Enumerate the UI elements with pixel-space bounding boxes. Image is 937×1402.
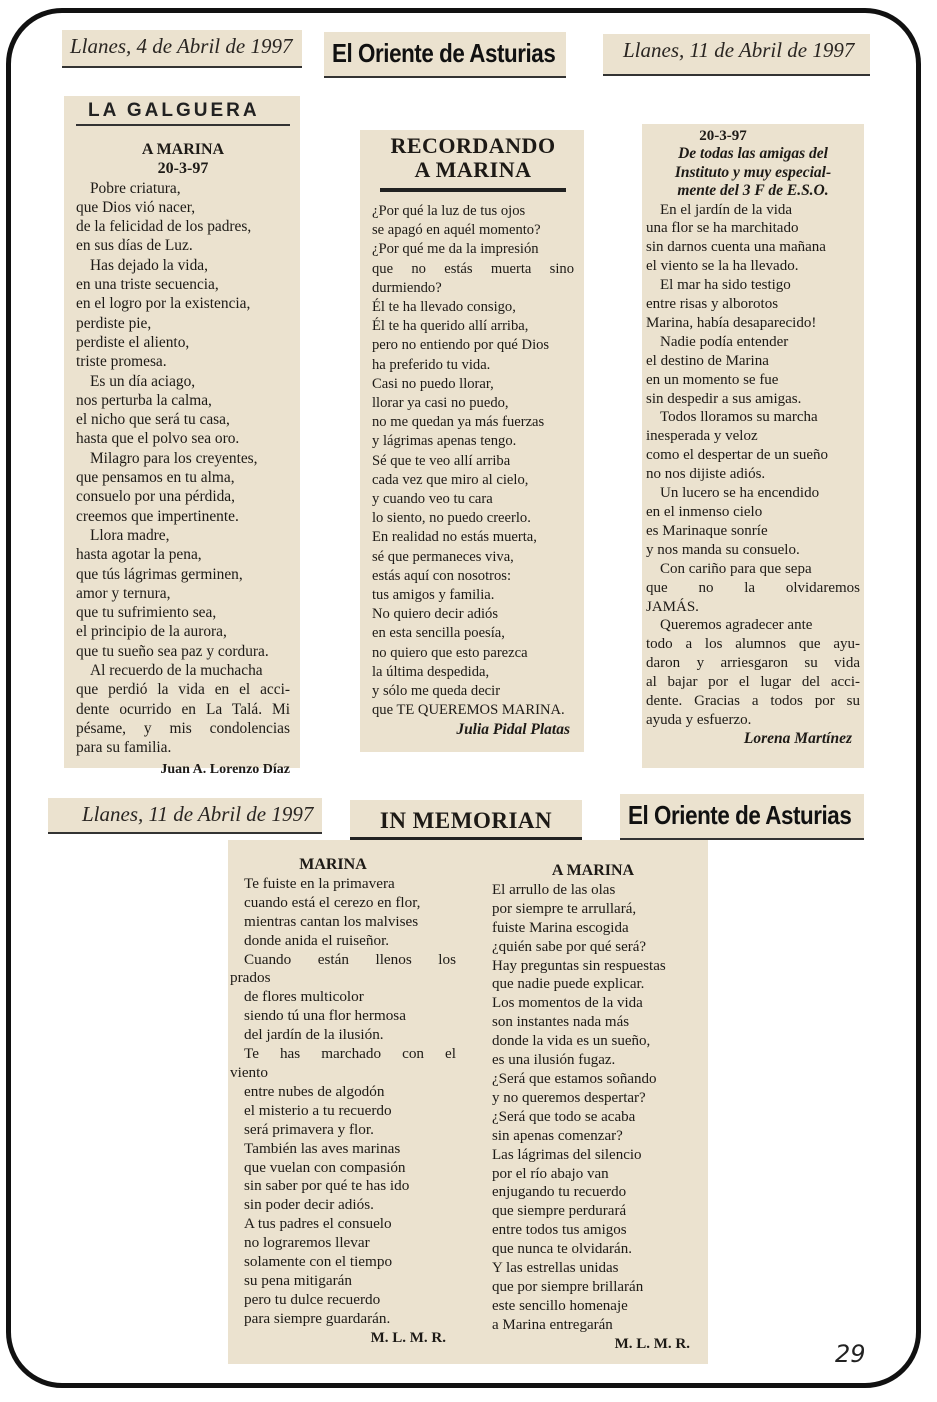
poem-line: en un momento se fue <box>646 371 779 388</box>
poem-line: En el jardín de la vida <box>660 201 793 218</box>
poem-lines <box>230 875 456 1329</box>
poem-line: perdiste el aliento, <box>76 333 190 351</box>
poem-line: Casi no puedo llorar, <box>372 375 494 392</box>
poem-a-marina <box>492 862 700 1354</box>
poem-line: sin darnos cuenta una mañana <box>646 239 826 256</box>
poem-line: amor y ternura, <box>76 584 171 602</box>
poem-line: prados <box>230 969 271 987</box>
signature: Juan A. Lorenzo Díaz <box>160 761 290 777</box>
poem-lines <box>646 201 860 730</box>
poem-line: la última despedida, <box>372 663 490 680</box>
poem-line: No quiero decir adiós <box>372 606 499 623</box>
poem-line: donde la vida es un sueño, <box>492 1033 651 1050</box>
poem-line: Te has marchado con el <box>244 1045 456 1063</box>
poem-line: entre todos tus amigos <box>492 1222 627 1239</box>
poem-line: perdiste pie, <box>76 314 152 332</box>
poem-line: no me quedan ya más fuerzas <box>372 414 545 431</box>
article-date: 20-3-97 <box>699 128 747 144</box>
poem-line: que tús lágrimas germinen, <box>76 565 243 583</box>
poem-line: todo a los alumnos que ayu- <box>646 636 860 653</box>
poem-line: Un lucero se ha encendido <box>660 485 820 502</box>
signature: Julia Pidal Platas <box>456 721 570 739</box>
poem-line: sin apenas comenzar? <box>492 1127 623 1144</box>
dedication-line: Instituto y muy especial- <box>674 163 832 181</box>
title-line-2: A MARINA <box>414 157 532 182</box>
section-heading: LA GALGUERA <box>76 100 290 126</box>
poem-line: y nos manda su consuelo. <box>646 541 800 558</box>
poem-line: El mar ha sido testigo <box>660 277 791 294</box>
clipping-recordando-a-marina <box>360 130 584 752</box>
poem-line: no lograremos llevar <box>244 1234 370 1252</box>
poem-line: del jardín de la ilusión. <box>244 1026 384 1044</box>
date-text: Llanes, 11 de Abril de 1997 <box>82 802 314 826</box>
poem-line: daron y arriesgaron su vida <box>646 655 860 672</box>
title-line-1: RECORDANDO <box>390 133 556 158</box>
poem-line: fuiste Marina escogida <box>492 919 629 936</box>
poem-line: no nos dijiste adiós. <box>646 466 766 483</box>
poem-line: se apagó en aquél momento? <box>372 222 541 239</box>
poem-line: Queremos agradecer ante <box>660 617 813 634</box>
poem-line: el principio de la aurora, <box>76 623 227 641</box>
poem-line: viento <box>230 1063 268 1081</box>
poem-line: en el inmenso cielo <box>646 504 763 520</box>
poem-body <box>372 202 574 740</box>
poem-marina <box>230 856 456 1348</box>
date-clipping-left <box>62 30 302 68</box>
poem-line: que no la olvidaremos <box>646 579 860 596</box>
article-title <box>372 134 574 182</box>
date-clipping-right <box>603 34 870 76</box>
poem-line: que por siempre brillarán <box>492 1278 644 1295</box>
poem-line: el misterio a tu recuerdo <box>244 1101 392 1119</box>
poem-lines <box>492 881 700 1335</box>
poem-line: de flores multicolor <box>244 988 364 1006</box>
poem-line: a Marina entregarán <box>492 1316 613 1333</box>
poem-line: llorar ya casi no puedo, <box>372 395 509 412</box>
poem-line: triste promesa. <box>76 353 167 371</box>
dedication-line: mente del 3 F de E.S.O. <box>677 182 829 199</box>
poem-line: Sé que te veo allí arriba <box>372 452 511 469</box>
poem-line: de la felicidad de los padres, <box>76 218 252 236</box>
poem-line: Es un día aciago, <box>90 372 196 390</box>
poem-line: que vuelan con compasión <box>244 1158 406 1176</box>
poem-line: Al recuerdo de la muchacha <box>90 662 263 680</box>
title-rule <box>380 188 566 192</box>
poem-line: Los momentos de la vida <box>492 995 643 1012</box>
poem-line: pero no entiendo por qué Dios <box>372 337 550 354</box>
poem-line: que Dios vió nacer, <box>76 198 196 216</box>
poem-line: cuando está el cerezo en flor, <box>244 893 421 911</box>
poem-line: ha preferido tu vida. <box>372 356 491 373</box>
poem-line: en el logro por la existencia, <box>76 295 251 313</box>
poem-line: dente. Gracias a todos por su <box>646 693 860 710</box>
poem-line: y sólo me queda decir <box>372 683 501 700</box>
poem-line: una flor se ha marchitado <box>646 220 799 237</box>
poem-line: el nicho que será tu casa, <box>76 411 230 429</box>
poem-line: es Marinaque sonríe <box>646 522 768 539</box>
poem-line: Marina, había desaparecido! <box>646 314 817 331</box>
poem-lines <box>76 179 290 758</box>
poem-line: al bajar por el lugar del acci- <box>646 674 860 691</box>
clipping-amigas-instituto <box>642 124 864 768</box>
poem-lines <box>372 202 574 720</box>
poem-line: este sencillo homenaje <box>492 1297 628 1314</box>
poem-line: Él te ha llevado consigo, <box>372 299 516 316</box>
poem-line: consuelo por una pérdida, <box>76 488 235 506</box>
poem-line: entre risas y alborotos <box>646 296 779 313</box>
signature: M. L. M. R. <box>614 1335 690 1352</box>
masthead-title: El Oriente de Asturias <box>332 38 556 68</box>
poem-line: que no estás muerta sino <box>372 260 574 277</box>
poem-line: El arrullo de las olas <box>492 881 616 898</box>
poem-line: ¿Por qué la luz de tus ojos <box>372 203 526 219</box>
poem-line: ¿quién sabe por qué será? <box>492 938 647 955</box>
poem-line: que tu sufrimiento sea, <box>76 604 217 622</box>
poem-line: no quiero que esto parezca <box>372 644 528 661</box>
page-number: 29 <box>835 1340 866 1368</box>
poem-line: Llora madre, <box>90 526 170 544</box>
poem-line: es una ilusión fugaz. <box>492 1052 616 1069</box>
poem-line: que perdió la vida en el acci- <box>76 681 290 699</box>
poem-title: MARINA <box>299 856 367 873</box>
poem-line: Nadie podía entender <box>660 333 789 350</box>
poem-line: JAMÁS. <box>646 598 699 615</box>
section-heading: IN MEMORIAN <box>379 808 553 833</box>
poem-title: A MARINA <box>551 862 635 879</box>
poem-body <box>646 201 860 749</box>
masthead-title: El Oriente de Asturias <box>628 800 852 830</box>
poem-line: Has dejado la vida, <box>90 256 208 274</box>
poem-line: cada vez que miro al cielo, <box>372 471 529 488</box>
poem-line: y no queremos despertar? <box>492 1089 646 1106</box>
poem-line: sin despedir a sus amigas. <box>646 390 802 407</box>
poem-line: sin poder decir adiós. <box>244 1196 374 1214</box>
poem-line: que siempre perdurará <box>492 1203 627 1220</box>
poem-line: que nunca te olvidarán. <box>492 1241 632 1258</box>
section-clipping-in-memorian <box>350 800 582 840</box>
poem-line: en sus días de Luz. <box>76 237 193 255</box>
poem-line: siendo tú una flor hermosa <box>244 1007 406 1025</box>
dedication-line: De todas las amigas del <box>678 145 828 162</box>
poem-line: También las aves marinas <box>244 1139 401 1157</box>
poem-line: donde anida el ruiseñor. <box>244 931 390 949</box>
poem-line: su pena mitigarán <box>244 1271 352 1289</box>
poem-line: son instantes nada más <box>492 1014 630 1031</box>
poem-line: estás aquí con nosotros: <box>372 567 512 584</box>
poem-line: que nadie puede explicar. <box>492 976 645 993</box>
poem-body <box>76 140 290 779</box>
poem-line: entre nubes de algodón <box>244 1082 385 1100</box>
poem-line: hasta que el polvo sea oro. <box>76 430 240 448</box>
poem-line: inesperada y veloz <box>646 428 758 445</box>
poem-line: sin saber por qué te has ido <box>244 1177 410 1195</box>
poem-date: 20-3-97 <box>157 160 209 178</box>
poem-line: solamente con el tiempo <box>244 1253 393 1271</box>
poem-line: ayuda y esfuerzo. <box>646 711 752 728</box>
poem-line: tus amigos y familia. <box>372 587 495 604</box>
date-clipping-bottom <box>48 798 322 834</box>
poem-line: ¿Será que todo se acaba <box>492 1108 636 1125</box>
poem-line: lo siento, no puedo creerlo. <box>372 510 531 527</box>
poem-line: será primavera y flor. <box>244 1120 374 1138</box>
poem-line: Las lágrimas del silencio <box>492 1146 642 1163</box>
poem-line: Pobre criatura, <box>90 179 181 197</box>
poem-line: en esta sencilla poesía, <box>372 625 505 642</box>
poem-line: que tu sueño sea paz y cordura. <box>76 642 269 660</box>
poem-line: para siempre guardarán. <box>244 1309 391 1327</box>
poem-line: y lágrimas apenas tengo. <box>372 433 517 450</box>
dedication <box>646 145 860 201</box>
poem-line: pero tu dulce recuerdo <box>244 1290 381 1308</box>
masthead-clipping <box>324 32 566 78</box>
clipping-in-memorian-poems <box>228 840 708 1364</box>
poem-line: en una triste secuencia, <box>76 276 219 294</box>
poem-title: A MARINA <box>141 141 225 158</box>
poem-line: dente ocurrido en La Talá. Mi <box>76 700 290 718</box>
poem-line: creemos que impertinente. <box>76 507 239 525</box>
poem-line: pésame, y mis condolencias <box>76 719 290 737</box>
clipping-la-galguera <box>64 96 300 777</box>
signature: Lorena Martínez <box>743 729 852 747</box>
poem-line: A tus padres el consuelo <box>244 1215 392 1233</box>
poem-line: Todos lloramos su marcha <box>660 409 818 426</box>
poem-line: para su familia. <box>76 739 172 757</box>
poem-line: sé que permaneces viva, <box>372 548 514 565</box>
poem-line: hasta agotar la pena, <box>76 546 202 564</box>
poem-line: ¿Será que estamos soñando <box>492 1070 657 1087</box>
poem-line: Milagro para los creyentes, <box>90 449 258 467</box>
poem-line: el destino de Marina <box>646 352 769 369</box>
poem-line: En realidad no estás muerta, <box>372 529 537 546</box>
poem-line: por el río abajo van <box>492 1165 609 1182</box>
poem-line: Con cariño para que sepa <box>660 560 812 577</box>
poem-line: que pensamos en tu alma, <box>76 469 235 487</box>
poem-line: Cuando están llenos los <box>244 950 456 968</box>
poem-line: nos perturba la calma, <box>76 391 212 409</box>
poem-line: mientras cantan los malvises <box>244 912 419 930</box>
poem-line: durmiendo? <box>372 279 442 296</box>
date-text: Llanes, 4 de Abril de 1997 <box>70 34 293 58</box>
poem-line: Él te ha querido allí arriba, <box>372 318 529 335</box>
poem-line: ¿Por qué me da la impresión <box>372 241 539 258</box>
date-text: Llanes, 11 de Abril de 1997 <box>623 38 855 62</box>
poem-line: Y las estrellas unidas <box>492 1260 619 1277</box>
poem-line: enjugando tu recuerdo <box>492 1184 627 1201</box>
poem-line: Te fuiste en la primavera <box>244 874 395 892</box>
signature: M. L. M. R. <box>370 1329 446 1346</box>
poem-line: y cuando veo tu cara <box>372 491 493 508</box>
poem-line: como el despertar de un sueño <box>646 447 829 464</box>
masthead-clipping-bottom <box>620 794 864 840</box>
poem-line: Hay preguntas sin respuestas <box>492 957 666 974</box>
poem-line: que TE QUEREMOS MARINA. <box>372 702 565 719</box>
poem-line: por siempre te arrullará, <box>492 900 637 917</box>
poem-line: el viento se la ha llevado. <box>646 258 799 275</box>
